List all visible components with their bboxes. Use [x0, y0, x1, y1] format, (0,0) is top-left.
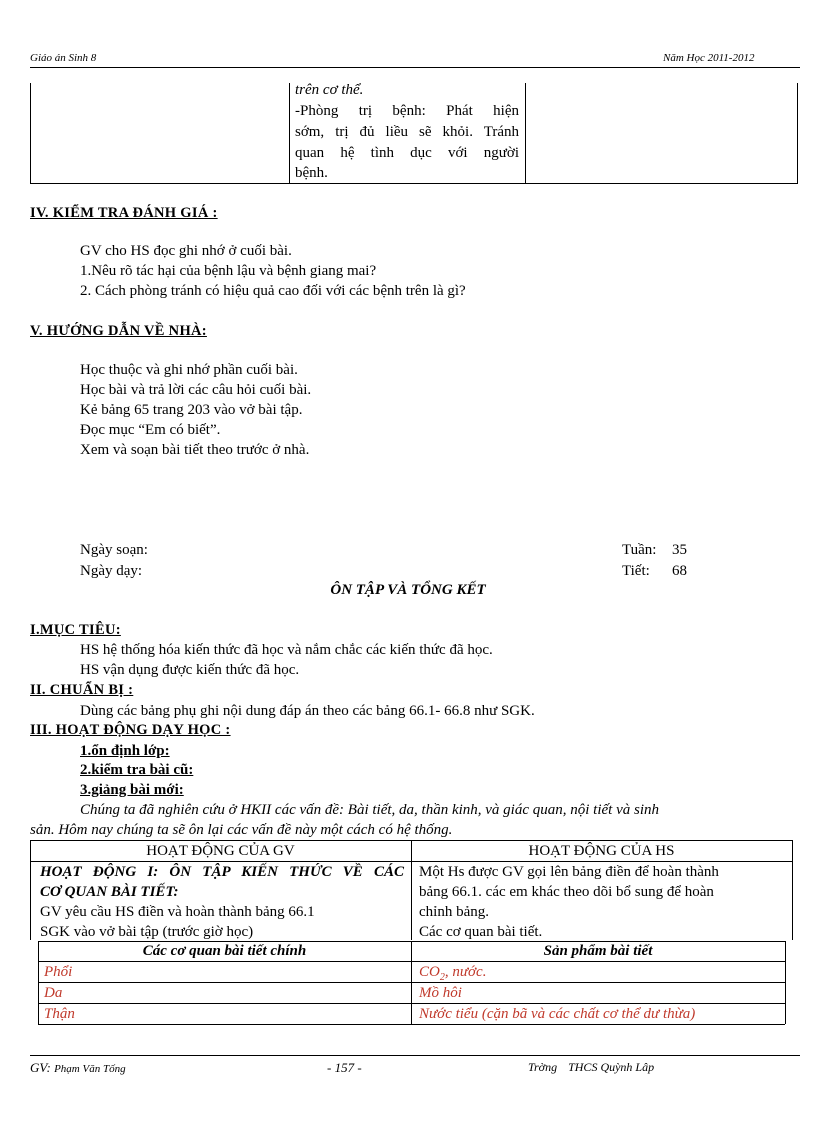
- footer-rule: [30, 1055, 800, 1056]
- section-4-line-3: 2. Cách phòng tránh có hiệu quả cao đối với các bệnh trên là gì?: [80, 283, 466, 299]
- footer-school-name: THCS Quỳnh Lâp: [568, 1060, 655, 1074]
- hs-line-3: chỉnh bảng.: [419, 904, 489, 920]
- col-hs-header: HOẠT ĐỘNG CỦA HS: [528, 843, 675, 859]
- organ-skin: Da: [44, 985, 63, 1001]
- hs-line-2: bảng 66.1. các em khác theo dõi bổ sung để hoàn: [419, 884, 714, 900]
- top-table-line-5: bệnh.: [295, 165, 328, 181]
- header-rule: [30, 67, 800, 68]
- section-5-title: V. HƯỚNG DẪN VỀ NHÀ:: [30, 323, 207, 339]
- tiet-label: Tiết:: [622, 563, 650, 579]
- section-4-line-2: 1.Nêu rõ tác hại của bệnh lậu và bệnh giang mai?: [80, 263, 377, 279]
- section-5-line-3: Kẻ bảng 65 trang 203 vào vở bài tập.: [80, 402, 303, 418]
- hs-line-1: Một Hs được GV gọi lên bảng điền để hoàn thành: [419, 864, 719, 880]
- header-left: Giáo án Sinh 8: [30, 52, 97, 64]
- organ-kidney: Thận: [44, 1006, 75, 1022]
- gv-heading-1: HOẠT ĐỘNG I: ÔN TẬP KIẾN THỨC VỀ CÁC: [40, 864, 404, 880]
- ngay-soan: Ngày soạn:: [80, 542, 148, 558]
- hs-line-4: Các cơ quan bài tiết.: [419, 924, 543, 940]
- intro-line-2: sản. Hôm nay chúng ta sẽ ôn lại các vấn đề này một cách có hệ thống.: [30, 822, 453, 838]
- section-5-line-1: Học thuộc và ghi nhớ phần cuối bài.: [80, 362, 298, 378]
- section-5-line-2: Học bài và trả lời các câu hỏi cuối bài.: [80, 382, 312, 398]
- step-3: 3.giảng bài mới:: [80, 782, 184, 798]
- product-skin: Mồ hôi: [419, 985, 462, 1001]
- top-table-line-1: trên cơ thể.: [295, 82, 364, 98]
- footer-page: - 157 -: [327, 1060, 362, 1075]
- muc-tieu-line-2: HS vận dụng được kiến thức đã học.: [80, 662, 300, 678]
- tuan-label: Tuần:: [622, 542, 657, 558]
- section-5-line-4: Đọc mục “Em có biết”.: [80, 422, 221, 438]
- lesson-title: ÔN TẬP VÀ TỔNG KẾT: [330, 582, 486, 598]
- organ-lungs: Phổi: [44, 964, 73, 980]
- product-kidney: Nước tiểu (cặn bã và các chất cơ thể dư thừa): [419, 1006, 696, 1022]
- tiet-value: 68: [672, 563, 687, 579]
- section-5-line-5: Xem và soạn bài tiết theo trước ở nhà.: [80, 442, 310, 458]
- product-lungs: $CO_2$, nước.: [419, 964, 487, 983]
- footer-school: [528, 1060, 654, 1075]
- hoat-dong-title: III. HOẠT ĐỘNG DẠY HỌC :: [30, 722, 231, 738]
- top-table-line-4: quan hệ tình dục với người: [295, 145, 519, 161]
- top-table-line-2: -Phòng trị bệnh: Phát hiện: [295, 103, 519, 119]
- footer-gv: [30, 1060, 126, 1076]
- step-2: 2.kiểm tra bài cũ:: [80, 762, 194, 778]
- ngay-day: Ngày dạy:: [80, 563, 143, 579]
- muc-tieu-line-1: HS hệ thống hóa kiến thức đã học và nắm chắc các kiến thức đã học.: [80, 642, 493, 658]
- header-right: Năm Học 2011-2012: [663, 52, 755, 64]
- col-gv-header: HOẠT ĐỘNG CỦA GV: [146, 843, 295, 859]
- section-4-title: IV. KIỂM TRA ĐÁNH GIÁ :: [30, 205, 218, 221]
- footer-school-label: Trờng: [528, 1060, 558, 1074]
- gv-line-1: GV yêu cầu HS điền và hoàn thành bảng 66.1: [40, 904, 315, 920]
- footer-gv-label: GV:: [30, 1060, 51, 1075]
- muc-tieu-title: I.MỤC TIÊU:: [30, 622, 121, 638]
- step-1: 1.ổn định lớp:: [80, 743, 170, 759]
- gv-heading-2: CƠ QUAN BÀI TIẾT:: [40, 884, 179, 900]
- gv-line-2: SGK vào vở bài tập (trước giờ học): [40, 924, 254, 940]
- excretion-col-organs: Các cơ quan bài tiết chính: [142, 943, 307, 959]
- footer-gv-name: Phạm Văn Tống: [54, 1063, 126, 1075]
- chuan-bi-line-1: Dùng các bảng phụ ghi nội dung đáp án theo các bảng 66.1- 66.8 như SGK.: [80, 703, 535, 719]
- top-table-line-3: sớm, trị đủ liều sẽ khỏi. Tránh: [295, 124, 519, 140]
- intro-line-1: Chúng ta đã nghiên cứu ở HKII các vấn đề: Bài tiết, da, thần kinh, và giác quan, nội tiết và sinh: [80, 802, 660, 818]
- chuan-bi-title: II. CHUẨN BỊ :: [30, 682, 134, 698]
- tuan-value: 35: [672, 542, 687, 558]
- excretion-col-products: Sản phẩm bài tiết: [543, 943, 653, 959]
- section-4-line-1: GV cho HS đọc ghi nhớ ở cuối bài.: [80, 243, 292, 259]
